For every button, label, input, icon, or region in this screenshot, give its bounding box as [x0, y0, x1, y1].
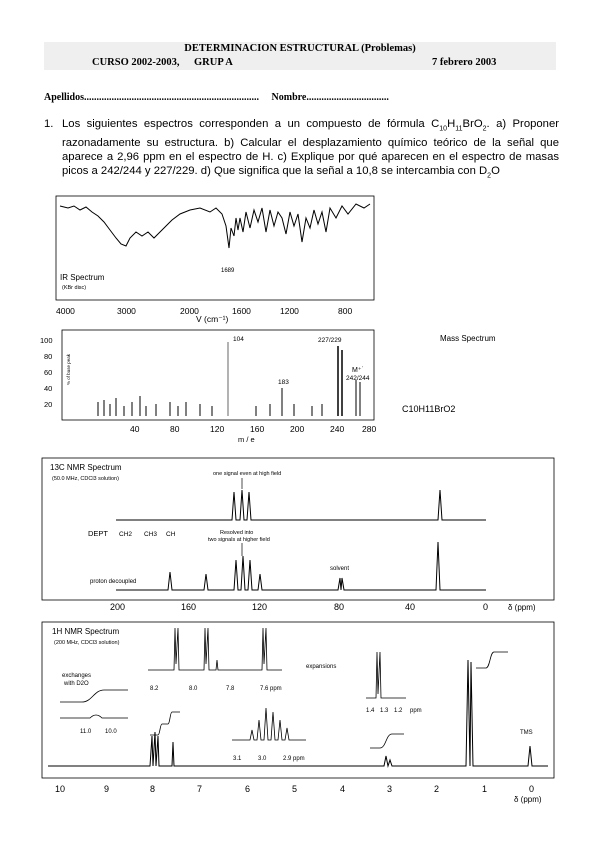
h1-main-trace — [48, 660, 548, 766]
c13-solvent-label: solvent — [330, 566, 350, 572]
ms-formula: C10H11BrO2 — [402, 404, 456, 414]
ms-ytick-80: 80 — [44, 352, 53, 361]
c13-note-resolved: Resolved into — [220, 530, 254, 536]
h1-integral-methine — [370, 734, 404, 748]
name-field[interactable]: Nombre................................. — [271, 92, 389, 103]
h1-xtick-4: 4 — [340, 784, 346, 794]
h1-xtick-2: 2 — [434, 784, 440, 794]
h1-inset-cooh — [60, 673, 128, 735]
c13-xlabel: δ (ppm) — [508, 603, 536, 612]
h1-xtick-8: 8 — [150, 784, 156, 794]
svg-text:8.0: 8.0 — [189, 686, 198, 692]
svg-text:3.0: 3.0 — [258, 756, 267, 762]
ms-xtick-280: 280 — [362, 424, 377, 434]
c13-subtitle: (50.0 MHz, CDCl3 solution) — [52, 476, 119, 482]
c13-xtick-160: 160 — [181, 602, 197, 612]
h1-inset-methine — [232, 708, 306, 762]
ms-label-mplus: M⁺˙ — [352, 367, 364, 374]
h1-inset-aromatic — [148, 628, 282, 692]
ir-xlabel: V (cm⁻¹) — [196, 314, 229, 324]
ms-ytick-100: 100 — [40, 336, 53, 345]
h1-xtick-9: 9 — [104, 784, 110, 794]
ms-label-104: 104 — [233, 336, 244, 343]
c13-xtick-120: 120 — [252, 602, 268, 612]
h1-xtick-10: 10 — [55, 784, 66, 794]
svg-text:10.0: 10.0 — [105, 729, 117, 735]
c13-dept-label: DEPT — [88, 529, 109, 538]
c13-xtick-80: 80 — [334, 602, 345, 612]
ir-tick-1200: 1200 — [280, 306, 299, 316]
c13-xtick-200: 200 — [110, 602, 126, 612]
h1-xtick-0: 0 — [529, 784, 535, 794]
svg-text:1.4: 1.4 — [366, 708, 375, 714]
c13-decoupled-label: proton decoupled — [90, 579, 137, 585]
ms-ytick-40: 40 — [44, 384, 53, 393]
svg-text:7.8: 7.8 — [226, 686, 235, 692]
h1-xtick-6: 6 — [245, 784, 251, 794]
svg-text:exchanges: exchanges — [62, 673, 92, 679]
ms-xtick-120: 120 — [210, 424, 225, 434]
h1-title: 1H NMR Spectrum — [52, 627, 120, 636]
ms-ytick-20: 20 — [44, 400, 53, 409]
ir-tick-2000: 2000 — [180, 306, 199, 316]
date-label: 7 febrero 2003 — [432, 57, 497, 68]
svg-text:2.9 ppm: 2.9 ppm — [283, 756, 305, 762]
h1-xlabel: δ (ppm) — [514, 795, 542, 804]
h1-xtick-3: 3 — [387, 784, 393, 794]
svg-text:7.6 ppm: 7.6 ppm — [260, 686, 282, 692]
question-number: 1. — [44, 118, 54, 130]
c13-note-two-signals: two signals at higher field — [208, 537, 270, 543]
ms-xtick-200: 200 — [290, 424, 305, 434]
course-label: CURSO 2002-2003, — [92, 57, 180, 68]
question-text: Los siguientes espectros corresponden a un compuesto de fórmula $C_{10}H_{11}BrO_2$. a) Proponer razonadamente su estructura. b) Calcular el desplazamiento químico teórico de la señal que aparece a 2,96 ppm en el espectro de H. c) Explique por qué aparecen en el espectro de masas picos a 242/244 y 227/229. d) Que significa que la señal a 10,8 se intercambia con $D_2O$ — [62, 118, 559, 180]
svg-text:ppm: ppm — [410, 708, 422, 714]
dept-ch2: CH2 — [119, 531, 133, 538]
c13-title: 13C NMR Spectrum — [50, 463, 122, 472]
ms-title: Mass Spectrum — [440, 334, 496, 343]
ir-subtitle: (KBr disc) — [62, 285, 87, 291]
h1-xtick-5: 5 — [292, 784, 298, 794]
ms-label-mplus-value: 242/244 — [346, 375, 370, 382]
h1-xtick-7: 7 — [197, 784, 203, 794]
ms-xtick-240: 240 — [330, 424, 345, 434]
c13-xtick-0: 0 — [483, 602, 489, 612]
surname-field[interactable]: Apellidos...................................................................... — [44, 92, 260, 103]
svg-text:expansions: expansions — [306, 664, 337, 670]
h1-integral-aromatic — [150, 712, 180, 735]
ir-tick-3000: 3000 — [117, 306, 136, 316]
ir-title: IR Spectrum — [60, 273, 105, 282]
c13-xtick-40: 40 — [405, 602, 416, 612]
svg-text:8.2: 8.2 — [150, 686, 159, 692]
svg-text:11.0: 11.0 — [80, 729, 92, 735]
h1-tms-label: TMS — [520, 730, 533, 736]
dept-ch3: CH3 — [144, 531, 158, 538]
c13-note-high-field: one signal even at high field — [213, 471, 282, 477]
svg-text:1.2: 1.2 — [394, 708, 403, 714]
ms-xtick-160: 160 — [250, 424, 265, 434]
ms-xlabel: m / e — [238, 435, 255, 444]
ms-xtick-80: 80 — [170, 424, 180, 434]
ms-xtick-40: 40 — [130, 424, 140, 434]
ir-tick-4000: 4000 — [56, 306, 75, 316]
ir-tick-800: 800 — [338, 306, 353, 316]
svg-text:with D2O: with D2O — [64, 681, 89, 687]
ms-label-227: 227/229 — [318, 337, 342, 344]
svg-text:1.3: 1.3 — [380, 708, 389, 714]
ms-ylabel: % of base peak — [66, 353, 71, 385]
svg-text:3.1: 3.1 — [233, 756, 242, 762]
h1-inset-methyl — [306, 652, 422, 714]
exam-title: DETERMINACION ESTRUCTURAL (Problemas) — [44, 42, 556, 56]
dept-ch: CH — [166, 531, 176, 538]
h1-xtick-1: 1 — [482, 784, 488, 794]
ms-ytick-60: 60 — [44, 368, 53, 377]
ir-tick-1600: 1600 — [232, 306, 251, 316]
group-label: GRUP A — [194, 57, 233, 68]
ms-label-183: 183 — [278, 379, 289, 386]
h1-integral-methyl — [476, 652, 508, 668]
h1-subtitle: (200 MHz, CDCl3 solution) — [54, 640, 120, 646]
ir-peak-label: 1689 — [221, 268, 235, 274]
